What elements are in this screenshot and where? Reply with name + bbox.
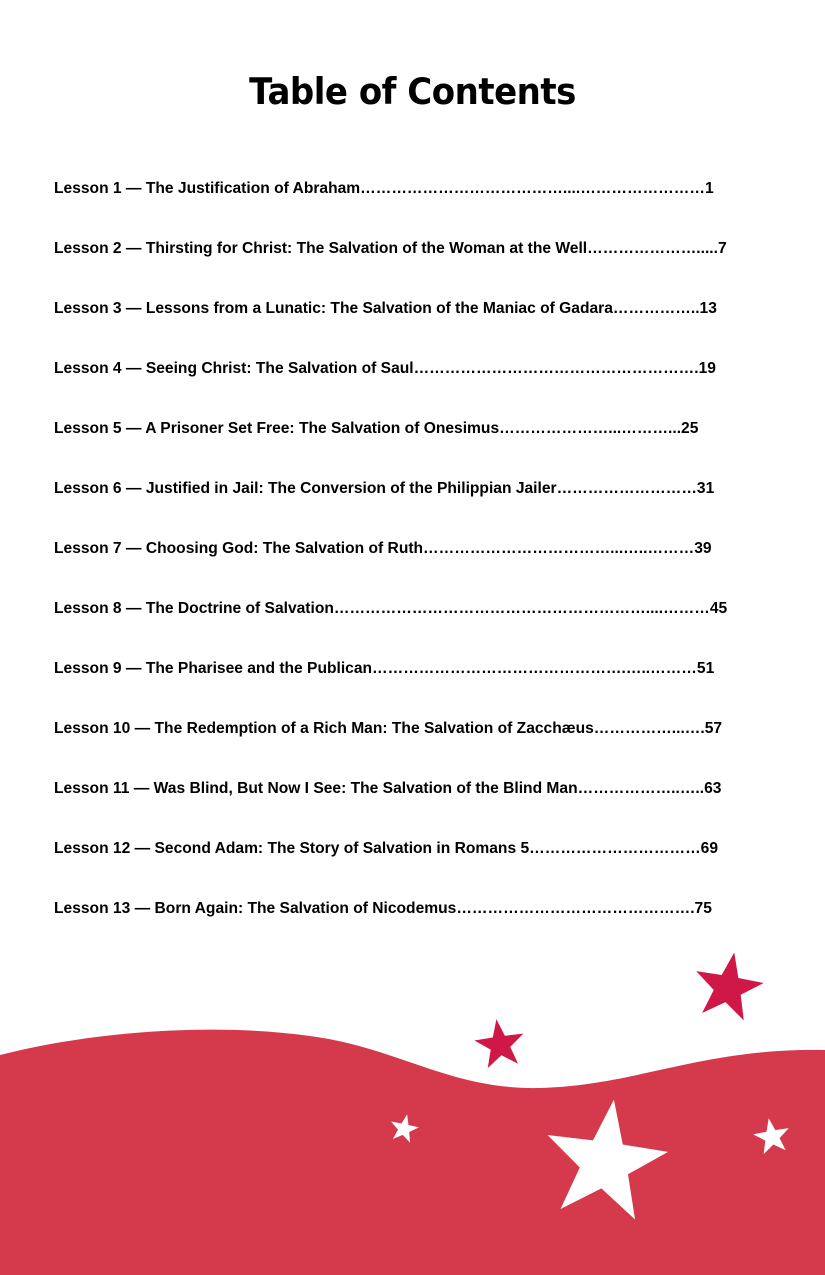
table-of-contents [54,170,774,950]
toc-entry[interactable]: Lesson 7 — Choosing God: The Salvation of Ruth………………………………...…..………39 [54,540,712,557]
toc-entry[interactable]: Lesson 10 — The Redemption of a Rich Man: The Salvation of Zacchæus……………...….57 [54,720,723,737]
toc-entry[interactable]: Lesson 8 — The Doctrine of Salvation……………………………………………………....………45 [54,600,728,617]
toc-entry[interactable]: Lesson 11 — Was Blind, But Now I See: The Salvation of the Blind Man………………..…..63 [54,780,722,797]
toc-entry[interactable]: Lesson 13 — Born Again: The Salvation of Nicodemus……………………………………….75 [54,900,712,917]
toc-entry[interactable]: Lesson 6 — Justified in Jail: The Conversion of the Philippian Jailer………………………31 [54,480,715,497]
decorative-banner [0,940,825,1275]
toc-entry[interactable]: Lesson 1 — The Justification of Abraham…………………………………....……………………1 [54,180,714,197]
red-star-icon [689,947,768,1023]
toc-entry[interactable]: Lesson 5 — A Prisoner Set Free: The Salvation of Onesimus…………………...………...25 [54,420,699,437]
toc-entry[interactable]: Lesson 2 — Thirsting for Christ: The Salvation of the Woman at the Well………………….....7 [54,240,727,257]
toc-entry[interactable]: Lesson 12 — Second Adam: The Story of Salvation in Romans 5……………………………69 [54,840,719,857]
toc-entry[interactable]: Lesson 9 — The Pharisee and the Publican………………………………………….…..………51 [54,660,715,677]
toc-entry[interactable]: Lesson 4 — Seeing Christ: The Salvation of Saul……………………………………………….19 [54,360,716,377]
red-star-icon [472,1016,528,1069]
toc-entry[interactable]: Lesson 3 — Lessons from a Lunatic: The Salvation of the Maniac of Gadara……………..13 [54,300,717,317]
red-wave-banner [0,1030,825,1275]
page-title: Table of Contents [249,70,576,114]
